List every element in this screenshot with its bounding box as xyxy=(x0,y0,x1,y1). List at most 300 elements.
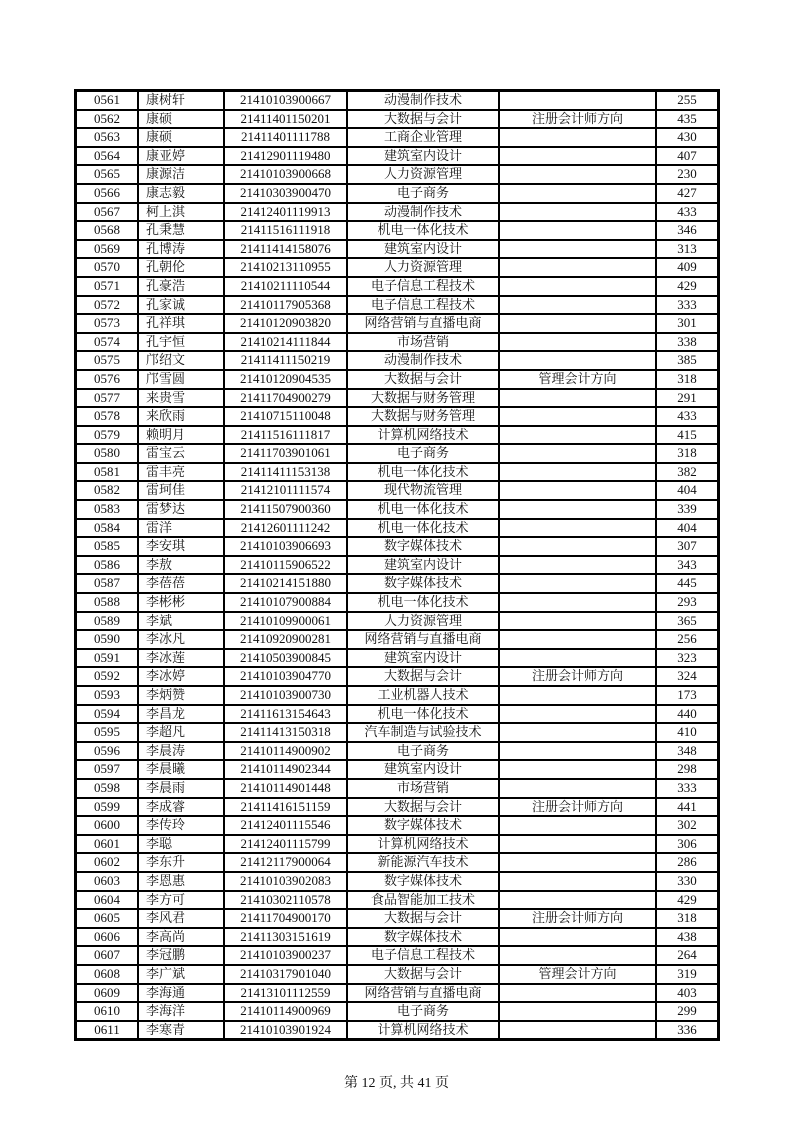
cell-exam-no: 21410213110955 xyxy=(224,258,347,277)
cell-score: 319 xyxy=(656,965,718,984)
cell-major: 网络营销与直播电商 xyxy=(347,630,499,649)
cell-seq-no: 0595 xyxy=(76,723,138,742)
cell-score: 301 xyxy=(656,314,718,333)
cell-student-name: 李斌 xyxy=(138,612,224,631)
cell-seq-no: 0598 xyxy=(76,779,138,798)
cell-direction xyxy=(499,705,656,724)
cell-score: 410 xyxy=(656,723,718,742)
cell-seq-no: 0574 xyxy=(76,333,138,352)
cell-major: 工商企业管理 xyxy=(347,128,499,147)
cell-direction xyxy=(499,779,656,798)
cell-direction xyxy=(499,91,656,110)
cell-direction xyxy=(499,500,656,519)
cell-exam-no: 21410114900969 xyxy=(224,1002,347,1021)
cell-exam-no: 21410103902083 xyxy=(224,872,347,891)
cell-exam-no: 21411613154643 xyxy=(224,705,347,724)
cell-score: 440 xyxy=(656,705,718,724)
table-row xyxy=(76,481,718,500)
cell-score: 433 xyxy=(656,203,718,222)
cell-student-name: 李冰凡 xyxy=(138,630,224,649)
cell-exam-no: 21413101112559 xyxy=(224,984,347,1003)
cell-seq-no: 0582 xyxy=(76,481,138,500)
cell-major: 数字媒体技术 xyxy=(347,816,499,835)
cell-student-name: 李聪 xyxy=(138,835,224,854)
cell-direction xyxy=(499,723,656,742)
cell-score: 330 xyxy=(656,872,718,891)
cell-seq-no: 0601 xyxy=(76,835,138,854)
cell-direction xyxy=(499,184,656,203)
cell-major: 电子商务 xyxy=(347,444,499,463)
cell-student-name: 雷宝云 xyxy=(138,444,224,463)
cell-score: 333 xyxy=(656,779,718,798)
table-row xyxy=(76,314,718,333)
cell-score: 293 xyxy=(656,593,718,612)
cell-exam-no: 21410115906522 xyxy=(224,556,347,575)
cell-major: 大数据与会计 xyxy=(347,798,499,817)
cell-student-name: 孔豪浩 xyxy=(138,277,224,296)
cell-direction xyxy=(499,574,656,593)
cell-direction xyxy=(499,760,656,779)
cell-score: 441 xyxy=(656,798,718,817)
cell-major: 电子信息工程技术 xyxy=(347,946,499,965)
cell-score: 365 xyxy=(656,612,718,631)
cell-seq-no: 0561 xyxy=(76,91,138,110)
table-row xyxy=(76,221,718,240)
cell-student-name: 李晨雨 xyxy=(138,779,224,798)
cell-direction xyxy=(499,351,656,370)
cell-seq-no: 0587 xyxy=(76,574,138,593)
cell-score: 291 xyxy=(656,389,718,408)
cell-exam-no: 21411401111788 xyxy=(224,128,347,147)
table-row xyxy=(76,1021,718,1040)
cell-major: 大数据与会计 xyxy=(347,909,499,928)
table-row xyxy=(76,686,718,705)
cell-seq-no: 0606 xyxy=(76,928,138,947)
cell-seq-no: 0599 xyxy=(76,798,138,817)
table-row xyxy=(76,705,718,724)
cell-exam-no: 21410214151880 xyxy=(224,574,347,593)
cell-student-name: 李风君 xyxy=(138,909,224,928)
cell-exam-no: 21410211110544 xyxy=(224,277,347,296)
cell-student-name: 李冰婷 xyxy=(138,667,224,686)
cell-major: 电子商务 xyxy=(347,1002,499,1021)
cell-student-name: 李蓓蓓 xyxy=(138,574,224,593)
cell-direction: 注册会计师方向 xyxy=(499,798,656,817)
table-row xyxy=(76,407,718,426)
cell-major: 机电一体化技术 xyxy=(347,593,499,612)
table-row xyxy=(76,630,718,649)
cell-exam-no: 21410109900061 xyxy=(224,612,347,631)
cell-student-name: 孔祥琪 xyxy=(138,314,224,333)
cell-seq-no: 0583 xyxy=(76,500,138,519)
table-row xyxy=(76,370,718,389)
cell-seq-no: 0593 xyxy=(76,686,138,705)
cell-direction xyxy=(499,481,656,500)
table-row xyxy=(76,593,718,612)
cell-direction xyxy=(499,835,656,854)
table-row xyxy=(76,296,718,315)
cell-student-name: 李海洋 xyxy=(138,1002,224,1021)
cell-exam-no: 21410103900237 xyxy=(224,946,347,965)
cell-score: 318 xyxy=(656,444,718,463)
table-row xyxy=(76,835,718,854)
cell-major: 新能源汽车技术 xyxy=(347,853,499,872)
cell-exam-no: 21410715110048 xyxy=(224,407,347,426)
cell-score: 429 xyxy=(656,891,718,910)
cell-exam-no: 21410214111844 xyxy=(224,333,347,352)
cell-major: 机电一体化技术 xyxy=(347,500,499,519)
cell-student-name: 李传玲 xyxy=(138,816,224,835)
cell-seq-no: 0589 xyxy=(76,612,138,631)
cell-exam-no: 21411303151619 xyxy=(224,928,347,947)
cell-major: 人力资源管理 xyxy=(347,258,499,277)
cell-major: 大数据与会计 xyxy=(347,110,499,129)
cell-direction xyxy=(499,630,656,649)
cell-major: 建筑室内设计 xyxy=(347,760,499,779)
cell-score: 318 xyxy=(656,909,718,928)
cell-student-name: 雷梦达 xyxy=(138,500,224,519)
cell-direction xyxy=(499,333,656,352)
cell-student-name: 李海通 xyxy=(138,984,224,1003)
cell-exam-no: 21410920900281 xyxy=(224,630,347,649)
cell-student-name: 邝绍文 xyxy=(138,351,224,370)
cell-seq-no: 0576 xyxy=(76,370,138,389)
cell-student-name: 孔秉慧 xyxy=(138,221,224,240)
table-row xyxy=(76,667,718,686)
cell-seq-no: 0610 xyxy=(76,1002,138,1021)
table-row xyxy=(76,872,718,891)
cell-direction xyxy=(499,463,656,482)
cell-exam-no: 21411516111918 xyxy=(224,221,347,240)
cell-student-name: 李安琪 xyxy=(138,537,224,556)
table-row xyxy=(76,258,718,277)
cell-major: 机电一体化技术 xyxy=(347,221,499,240)
cell-score: 404 xyxy=(656,481,718,500)
cell-seq-no: 0602 xyxy=(76,853,138,872)
cell-exam-no: 21410103906693 xyxy=(224,537,347,556)
cell-major: 动漫制作技术 xyxy=(347,91,499,110)
page-footer: 第 12 页, 共 41 页 xyxy=(344,1076,449,1091)
cell-direction xyxy=(499,556,656,575)
cell-major: 电子商务 xyxy=(347,184,499,203)
cell-exam-no: 21412901119480 xyxy=(224,147,347,166)
cell-direction xyxy=(499,407,656,426)
cell-exam-no: 21410114901448 xyxy=(224,779,347,798)
cell-score: 333 xyxy=(656,296,718,315)
cell-score: 313 xyxy=(656,240,718,259)
cell-seq-no: 0605 xyxy=(76,909,138,928)
cell-seq-no: 0570 xyxy=(76,258,138,277)
cell-score: 403 xyxy=(656,984,718,1003)
cell-student-name: 李敖 xyxy=(138,556,224,575)
cell-score: 409 xyxy=(656,258,718,277)
cell-major: 数字媒体技术 xyxy=(347,574,499,593)
cell-exam-no: 21412601111242 xyxy=(224,519,347,538)
table-row xyxy=(76,909,718,928)
cell-major: 电子信息工程技术 xyxy=(347,277,499,296)
table-row xyxy=(76,500,718,519)
cell-exam-no: 21410103900668 xyxy=(224,165,347,184)
cell-direction xyxy=(499,426,656,445)
cell-student-name: 雷丰亮 xyxy=(138,463,224,482)
cell-score: 346 xyxy=(656,221,718,240)
cell-student-name: 孔家诚 xyxy=(138,296,224,315)
cell-major: 大数据与会计 xyxy=(347,965,499,984)
table-row xyxy=(76,816,718,835)
cell-score: 430 xyxy=(656,128,718,147)
table-row xyxy=(76,537,718,556)
table-row xyxy=(76,333,718,352)
cell-score: 343 xyxy=(656,556,718,575)
cell-direction xyxy=(499,537,656,556)
table-row xyxy=(76,351,718,370)
cell-student-name: 李高尚 xyxy=(138,928,224,947)
cell-student-name: 雷珂佳 xyxy=(138,481,224,500)
cell-major: 动漫制作技术 xyxy=(347,351,499,370)
cell-student-name: 康源洁 xyxy=(138,165,224,184)
cell-score: 427 xyxy=(656,184,718,203)
cell-exam-no: 21410103901924 xyxy=(224,1021,347,1040)
cell-score: 338 xyxy=(656,333,718,352)
cell-major: 机电一体化技术 xyxy=(347,519,499,538)
cell-student-name: 李冰莲 xyxy=(138,649,224,668)
cell-seq-no: 0591 xyxy=(76,649,138,668)
cell-student-name: 李晨曦 xyxy=(138,760,224,779)
cell-major: 大数据与会计 xyxy=(347,370,499,389)
cell-major: 大数据与会计 xyxy=(347,667,499,686)
cell-exam-no: 21410303900470 xyxy=(224,184,347,203)
cell-seq-no: 0585 xyxy=(76,537,138,556)
cell-score: 173 xyxy=(656,686,718,705)
cell-major: 机电一体化技术 xyxy=(347,463,499,482)
cell-exam-no: 21411413150318 xyxy=(224,723,347,742)
table-row xyxy=(76,928,718,947)
cell-exam-no: 21411411153138 xyxy=(224,463,347,482)
table-row xyxy=(76,965,718,984)
cell-exam-no: 21411704900170 xyxy=(224,909,347,928)
cell-score: 255 xyxy=(656,91,718,110)
cell-seq-no: 0594 xyxy=(76,705,138,724)
cell-seq-no: 0592 xyxy=(76,667,138,686)
cell-exam-no: 21411401150201 xyxy=(224,110,347,129)
cell-exam-no: 21410103900667 xyxy=(224,91,347,110)
cell-student-name: 雷洋 xyxy=(138,519,224,538)
cell-seq-no: 0611 xyxy=(76,1021,138,1040)
cell-seq-no: 0609 xyxy=(76,984,138,1003)
cell-direction xyxy=(499,165,656,184)
table-row xyxy=(76,723,718,742)
cell-seq-no: 0580 xyxy=(76,444,138,463)
cell-exam-no: 21411703901061 xyxy=(224,444,347,463)
cell-student-name: 李炳赞 xyxy=(138,686,224,705)
cell-student-name: 来贵雪 xyxy=(138,389,224,408)
table-row xyxy=(76,1002,718,1021)
cell-direction xyxy=(499,1002,656,1021)
cell-major: 市场营销 xyxy=(347,779,499,798)
cell-student-name: 李超凡 xyxy=(138,723,224,742)
cell-direction xyxy=(499,258,656,277)
cell-student-name: 李昌龙 xyxy=(138,705,224,724)
table-row xyxy=(76,110,718,129)
cell-seq-no: 0568 xyxy=(76,221,138,240)
cell-seq-no: 0569 xyxy=(76,240,138,259)
cell-direction xyxy=(499,649,656,668)
table-row xyxy=(76,147,718,166)
cell-score: 429 xyxy=(656,277,718,296)
cell-seq-no: 0584 xyxy=(76,519,138,538)
cell-seq-no: 0573 xyxy=(76,314,138,333)
cell-direction xyxy=(499,221,656,240)
table-row xyxy=(76,742,718,761)
cell-student-name: 李成睿 xyxy=(138,798,224,817)
cell-direction xyxy=(499,984,656,1003)
table-row xyxy=(76,798,718,817)
cell-major: 大数据与财务管理 xyxy=(347,389,499,408)
cell-major: 建筑室内设计 xyxy=(347,240,499,259)
cell-direction xyxy=(499,1021,656,1040)
cell-student-name: 孔朝伦 xyxy=(138,258,224,277)
cell-student-name: 邝雪圆 xyxy=(138,370,224,389)
cell-seq-no: 0562 xyxy=(76,110,138,129)
cell-seq-no: 0603 xyxy=(76,872,138,891)
cell-direction xyxy=(499,147,656,166)
cell-major: 数字媒体技术 xyxy=(347,928,499,947)
cell-exam-no: 21410103904770 xyxy=(224,667,347,686)
table-row xyxy=(76,240,718,259)
cell-major: 建筑室内设计 xyxy=(347,649,499,668)
cell-exam-no: 21411411150219 xyxy=(224,351,347,370)
cell-direction xyxy=(499,593,656,612)
cell-exam-no: 21410302110578 xyxy=(224,891,347,910)
cell-exam-no: 21412401115799 xyxy=(224,835,347,854)
cell-score: 407 xyxy=(656,147,718,166)
table-row xyxy=(76,649,718,668)
cell-seq-no: 0578 xyxy=(76,407,138,426)
cell-seq-no: 0563 xyxy=(76,128,138,147)
cell-major: 建筑室内设计 xyxy=(347,147,499,166)
cell-exam-no: 21411704900279 xyxy=(224,389,347,408)
cell-student-name: 李恩惠 xyxy=(138,872,224,891)
cell-score: 302 xyxy=(656,816,718,835)
cell-seq-no: 0567 xyxy=(76,203,138,222)
cell-student-name: 康硕 xyxy=(138,110,224,129)
cell-score: 433 xyxy=(656,407,718,426)
cell-direction xyxy=(499,872,656,891)
cell-direction xyxy=(499,240,656,259)
cell-major: 人力资源管理 xyxy=(347,165,499,184)
table-row xyxy=(76,984,718,1003)
cell-seq-no: 0608 xyxy=(76,965,138,984)
cell-exam-no: 21412101111574 xyxy=(224,481,347,500)
cell-major: 食品智能加工技术 xyxy=(347,891,499,910)
cell-major: 网络营销与直播电商 xyxy=(347,984,499,1003)
cell-student-name: 李东升 xyxy=(138,853,224,872)
cell-seq-no: 0590 xyxy=(76,630,138,649)
cell-exam-no: 21410114902344 xyxy=(224,760,347,779)
cell-major: 市场营销 xyxy=(347,333,499,352)
table-row xyxy=(76,779,718,798)
cell-major: 动漫制作技术 xyxy=(347,203,499,222)
cell-direction xyxy=(499,742,656,761)
cell-major: 建筑室内设计 xyxy=(347,556,499,575)
cell-exam-no: 21410503900845 xyxy=(224,649,347,668)
cell-direction xyxy=(499,686,656,705)
cell-major: 计算机网络技术 xyxy=(347,426,499,445)
cell-exam-no: 21410317901040 xyxy=(224,965,347,984)
cell-exam-no: 21411516111817 xyxy=(224,426,347,445)
cell-score: 385 xyxy=(656,351,718,370)
cell-major: 现代物流管理 xyxy=(347,481,499,500)
table-row xyxy=(76,91,718,110)
table-row xyxy=(76,277,718,296)
cell-seq-no: 0579 xyxy=(76,426,138,445)
cell-major: 网络营销与直播电商 xyxy=(347,314,499,333)
cell-score: 323 xyxy=(656,649,718,668)
table-row xyxy=(76,612,718,631)
table-row xyxy=(76,853,718,872)
cell-direction: 管理会计方向 xyxy=(499,965,656,984)
table-row xyxy=(76,891,718,910)
cell-student-name: 李冠鹏 xyxy=(138,946,224,965)
cell-seq-no: 0564 xyxy=(76,147,138,166)
cell-seq-no: 0566 xyxy=(76,184,138,203)
cell-direction: 注册会计师方向 xyxy=(499,110,656,129)
cell-score: 438 xyxy=(656,928,718,947)
cell-direction xyxy=(499,816,656,835)
table-row xyxy=(76,389,718,408)
cell-direction xyxy=(499,519,656,538)
cell-seq-no: 0577 xyxy=(76,389,138,408)
cell-major: 大数据与财务管理 xyxy=(347,407,499,426)
cell-seq-no: 0607 xyxy=(76,946,138,965)
cell-student-name: 康志毅 xyxy=(138,184,224,203)
cell-seq-no: 0597 xyxy=(76,760,138,779)
cell-direction xyxy=(499,203,656,222)
cell-seq-no: 0586 xyxy=(76,556,138,575)
cell-direction: 管理会计方向 xyxy=(499,370,656,389)
cell-score: 298 xyxy=(656,760,718,779)
cell-exam-no: 21411416151159 xyxy=(224,798,347,817)
cell-student-name: 孔宇恒 xyxy=(138,333,224,352)
cell-major: 人力资源管理 xyxy=(347,612,499,631)
table-row xyxy=(76,574,718,593)
cell-major: 工业机器人技术 xyxy=(347,686,499,705)
table-row xyxy=(76,128,718,147)
table-row xyxy=(76,519,718,538)
cell-major: 计算机网络技术 xyxy=(347,1021,499,1040)
cell-score: 382 xyxy=(656,463,718,482)
table-row xyxy=(76,184,718,203)
cell-major: 数字媒体技术 xyxy=(347,537,499,556)
cell-exam-no: 21410120904535 xyxy=(224,370,347,389)
cell-direction: 注册会计师方向 xyxy=(499,667,656,686)
cell-score: 348 xyxy=(656,742,718,761)
cell-seq-no: 0565 xyxy=(76,165,138,184)
cell-student-name: 柯上淇 xyxy=(138,203,224,222)
cell-score: 339 xyxy=(656,500,718,519)
cell-score: 230 xyxy=(656,165,718,184)
cell-direction xyxy=(499,928,656,947)
cell-major: 计算机网络技术 xyxy=(347,835,499,854)
cell-major: 电子商务 xyxy=(347,742,499,761)
cell-direction xyxy=(499,444,656,463)
cell-direction xyxy=(499,277,656,296)
cell-score: 306 xyxy=(656,835,718,854)
cell-major: 机电一体化技术 xyxy=(347,705,499,724)
cell-student-name: 李寒青 xyxy=(138,1021,224,1040)
cell-exam-no: 21412401115546 xyxy=(224,816,347,835)
cell-score: 286 xyxy=(656,853,718,872)
